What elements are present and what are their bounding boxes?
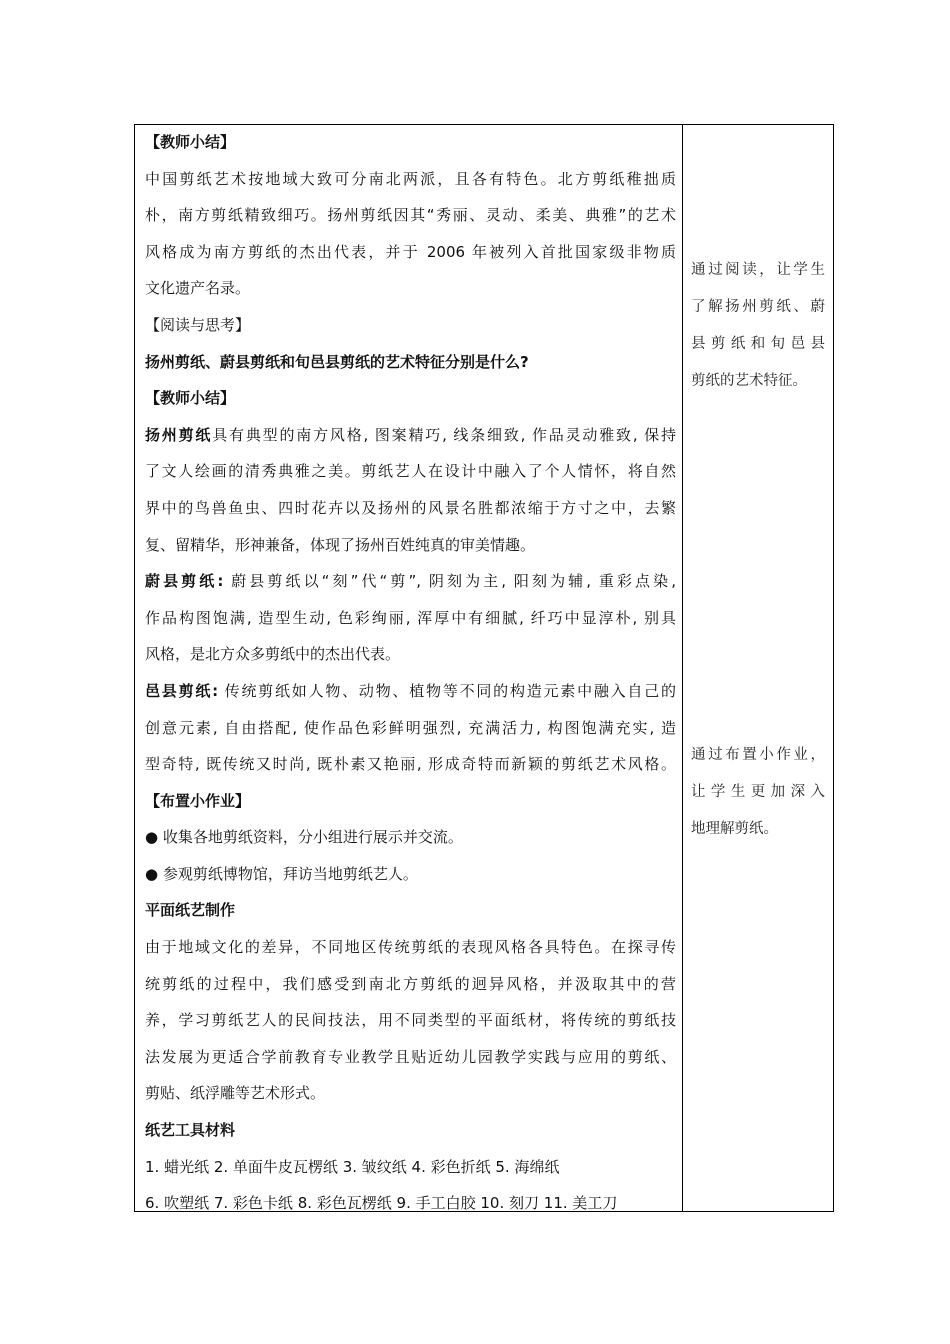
yangzhou-label: 扬州剪纸 [145, 425, 213, 444]
yixian-paragraph-line: 创意元素, 自由搭配, 使作品色彩鲜明强烈, 充满活力, 构图饱满充实, 造 [145, 718, 676, 737]
flat-paper-line: 统剪纸的过程中，我们感受到南北方剪纸的迥异风格，并汲取其中的营 [145, 974, 676, 993]
homework-item: ● 参观剪纸博物馆，拜访当地剪纸艺人。 [145, 864, 418, 883]
yuxian-paragraph-line [145, 567, 676, 604]
tools-line: 1. 蜡光纸 2. 单面牛皮瓦楞纸 3. 皱纹纸 4. 彩色折纸 5. 海绵纸 [145, 1157, 560, 1176]
yuxian-paragraph-line: 作品构图饱满, 造型生动, 色彩绚丽, 浑厚中有细腻, 纤巧中显淳朴, 别具 [145, 608, 676, 627]
side-note-line: 县剪纸和旬邑县 [691, 336, 825, 352]
notes-cell [683, 125, 833, 1211]
yixian-paragraph-line [145, 677, 676, 714]
yangzhou-paragraph-line: 了文人绘画的清秀典雅之美。剪纸艺人在设计中融入了个人情怀，将自然 [145, 462, 676, 481]
tools-line: 6. 吹塑纸 7. 彩色卡纸 8. 彩色瓦楞纸 9. 手工白胶 10. 刻刀 11. 美工刀 [145, 1194, 618, 1213]
homework-item: ● 收集各地剪纸资料，分小组进行展示并交流。 [145, 828, 463, 847]
summary-1-line: 风格成为南方剪纸的杰出代表，并于 2006 年被列入首批国家级非物质 [145, 242, 676, 261]
heading-teacher-summary-2: 【教师小结】 [145, 389, 236, 408]
content-cell [135, 125, 683, 1211]
side-note-reading [691, 256, 825, 404]
side-note-line: 地理解剪纸。 [691, 821, 778, 837]
yangzhou-text: 具有典型的南方风格, 图案精巧, 线条细致, 作品灵动雅致, 保持 [212, 425, 676, 444]
side-note-homework [691, 741, 825, 852]
flat-paper-line: 剪贴、纸浮雕等艺术形式。 [145, 1084, 326, 1103]
side-note-line: 剪纸的艺术特征。 [691, 373, 807, 389]
yangzhou-paragraph-line: 复、留精华，形神兼备，体现了扬州百姓纯真的审美情趣。 [145, 535, 536, 554]
yangzhou-paragraph-line [145, 421, 676, 458]
yuxian-text: 蔚县剪纸以“刻”代“剪”, 阴刻为主, 阳刻为辅, 重彩点染, [223, 572, 676, 591]
flat-paper-line: 养，学习剪纸艺人的民间技法，用不同类型的平面纸材，将传统的剪纸技 [145, 1011, 676, 1030]
yangzhou-paragraph-line: 界中的鸟兽鱼虫、四时花卉以及扬州的风景名胜都浓缩于方寸之中，去繁 [145, 498, 676, 517]
heading-flat-paper-art: 平面纸艺制作 [145, 901, 236, 920]
summary-1-line: 朴，南方剪纸精致细巧。扬州剪纸因其“秀丽、灵动、柔美、典雅”的艺术 [145, 206, 676, 225]
side-note-line: 通过布置小作业， [691, 747, 825, 763]
heading-reading-thinking: 【阅读与思考】 [145, 315, 251, 334]
flat-paper-line: 法发展为更适合学前教育专业教学且贴近幼儿园教学实践与应用的剪纸、 [145, 1047, 676, 1066]
summary-1-line: 中国剪纸艺术按地域大致可分南北两派，且各有特色。北方剪纸稚拙质 [145, 169, 676, 188]
side-note-line: 了解扬州剪纸、蔚 [691, 299, 825, 315]
side-note-line: 通过阅读，让学生 [691, 262, 825, 278]
side-note-line: 让学生更加深入 [691, 784, 825, 800]
yuxian-label: 蔚县剪纸: [145, 572, 224, 591]
heading-homework: 【布置小作业】 [145, 791, 251, 810]
reading-question: 扬州剪纸、蔚县剪纸和旬邑县剪纸的艺术特征分别是什么? [145, 352, 529, 371]
summary-1-line: 文化遗产名录。 [145, 279, 251, 298]
heading-teacher-summary-1: 【教师小结】 [145, 133, 236, 151]
yixian-text: 传统剪纸如人物、动物、植物等不同的构造元素中融入自己的 [218, 681, 676, 700]
lesson-table [134, 124, 834, 1212]
yuxian-paragraph-line: 风格，是北方众多剪纸中的杰出代表。 [145, 645, 401, 664]
flat-paper-line: 由于地域文化的差异，不同地区传统剪纸的表现风格各具特色。在探寻传 [145, 938, 676, 957]
yixian-paragraph-line: 型奇特, 既传统又时尚, 既朴素又艳丽, 形成奇特而新颖的剪纸艺术风格。 [145, 755, 676, 774]
yixian-label: 邑县剪纸: [145, 681, 219, 700]
heading-tools-materials: 纸艺工具材料 [145, 1121, 236, 1140]
